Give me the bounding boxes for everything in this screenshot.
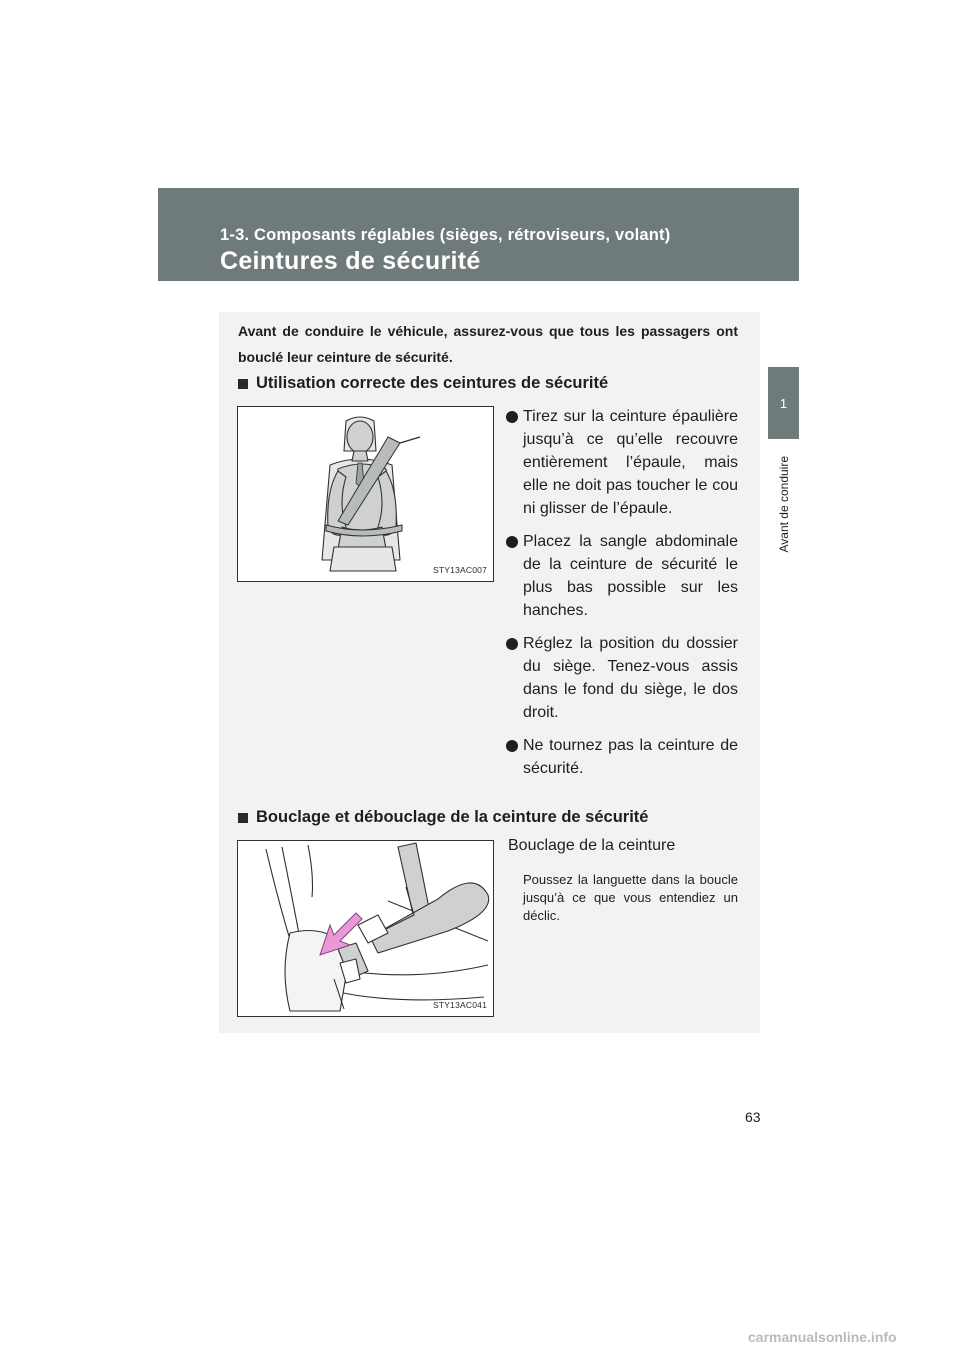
page-title: Ceintures de sécurité (220, 247, 481, 275)
figure-seated-occupant (237, 406, 494, 582)
section-label: 1-3. Composants réglables (sièges, rétroviseurs, volant) (220, 226, 671, 244)
figure-code: STY13AC041 (433, 1000, 487, 1010)
chapter-tab-label (769, 439, 799, 569)
bullet-icon (506, 638, 518, 650)
buckle-instruction: Poussez la languette dans la boucle jusqu’à ce que vous entendiez un déclic. (523, 872, 738, 923)
heading-correct-use-text: Utilisation correcte des ceintures de sécurité (256, 374, 609, 392)
buckle-illustration (238, 841, 494, 1017)
chapter-tab-label-text: Avant de conduire (777, 455, 791, 553)
bullet-icon (506, 411, 518, 423)
list-item: Réglez la position du dossier du siège. Tenez-vous assis dans le fond du siège, le dos droit. (506, 632, 738, 724)
bullet-icon (506, 536, 518, 548)
chapter-header (158, 188, 799, 281)
square-bullet-icon (238, 813, 248, 823)
list-item: Ne tournez pas la ceinture de sécurité. (506, 734, 738, 780)
list-item: Tirez sur la ceinture épaulière jusqu’à ce qu’elle recouvre entièrement l’épaule, mais elle ne doit pas toucher le cou ni glisser de l’épaule. (506, 405, 738, 520)
instruction-list (506, 405, 738, 790)
page-number: 63 (745, 1109, 761, 1125)
figure-code: STY13AC007 (433, 565, 487, 575)
heading-buckling-text: Bouclage et débouclage de la ceinture de sécurité (256, 808, 649, 826)
watermark: carmanualsonline.info (748, 1329, 897, 1345)
buckle-subtitle: Bouclage de la ceinture (508, 837, 676, 854)
list-item: Placez la sangle abdominale de la ceinture de sécurité le plus bas possible sur les hanches. (506, 530, 738, 622)
heading-buckling (238, 808, 648, 827)
heading-correct-use (238, 374, 608, 393)
square-bullet-icon (238, 379, 248, 389)
intro-paragraph: Avant de conduire le véhicule, assurez-vous que tous les passagers ont bouclé leur ceinture de sécurité. (238, 323, 738, 365)
seated-occupant-illustration (238, 407, 494, 582)
bullet-icon (506, 740, 518, 752)
chapter-tab-number: 1 (768, 367, 799, 439)
figure-buckle (237, 840, 494, 1017)
